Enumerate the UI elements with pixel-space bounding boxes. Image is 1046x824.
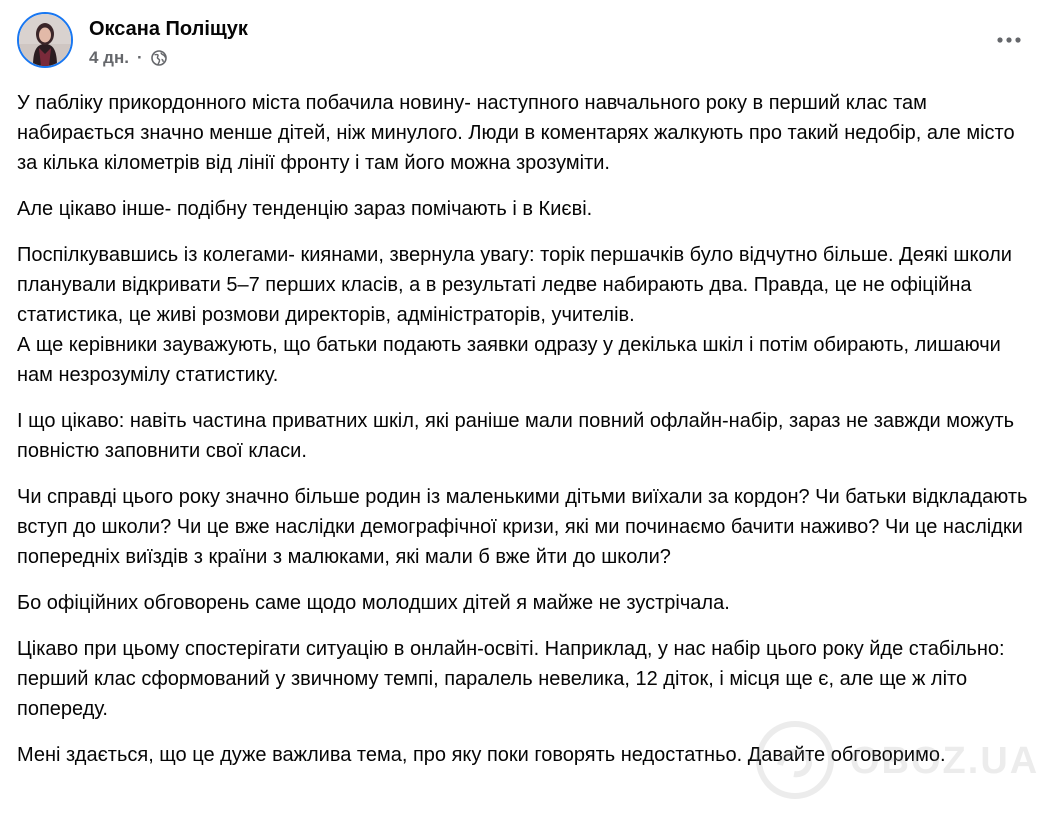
post-paragraph: І що цікаво: навіть частина приватних шкіл, які раніше мали повний офлайн-набір, зараз не завжди можуть повністю заповнити свої класи. [17,410,1015,462]
meta-separator: · [136,48,143,67]
post-text [17,88,1032,786]
avatar[interactable] [17,12,73,68]
watermark-text: OBOZ.UA [850,740,1040,782]
author-name[interactable]: Оксана Поліщук [89,18,248,40]
post-meta [89,48,167,68]
post-paragraph: Цікаво при цьому спостерігати ситуацію в онлайн-освіті. Наприклад, у нас набір цього року йде стабільно: перший клас сформований у звичному темпі, паралель невелика, 12 діток, і місця ще є, але ще ж літо попереду. [17,638,1005,720]
post-paragraph: У пабліку прикордонного міста побачила новину- наступного навчального року в перший клас там набирається значно менше дітей, ніж минулого. Люди в коментарях жалкують про такий недобір, але місто за кілька кілометрів від лінії фронту і там його можна зрозуміти. [17,92,1015,174]
post-paragraph: Поспілкувавшись із колегами- киянами, звернула увагу: торік першачків було відчутно більше. Деякі школи планували відкривати 5–7 перших класів, а в результаті ледве набирають два. Правда, це не офіційна статистика, це живі розмови директорів, адміністраторів, учителів. А ще керівники зауважують, що батьки подають заявки одразу у декілька шкіл і потім обирають, лишаючи нам незрозумілу статистику. [17,244,1012,386]
globe-icon [151,50,167,66]
post-paragraph: Бо офіційних обговорень саме щодо молодших дітей я майже не зустрічала. [17,592,730,614]
more-horizontal-icon [996,31,1022,49]
post-paragraph: Чи справді цього року значно більше родин із маленькими дітьми виїхали за кордон? Чи батьки відкладають вступ до школи? Чи це вже наслідки демографічної кризи, які ми починаємо бачити наживо? Чи це наслідки попередніх виїздів з країни з малюками, які мали б вже йти до школи? [17,486,1028,568]
post-header [17,12,1029,72]
post-paragraph: Але цікаво інше- подібну тенденцію зараз помічають і в Києві. [17,198,593,220]
more-options-button[interactable] [989,24,1029,56]
post-time[interactable]: 4 дн. [89,48,129,67]
post-paragraph: Мені здається, що це дуже важлива тема, про яку поки говорять недостатньо. Давайте обговоримо. [17,744,946,766]
